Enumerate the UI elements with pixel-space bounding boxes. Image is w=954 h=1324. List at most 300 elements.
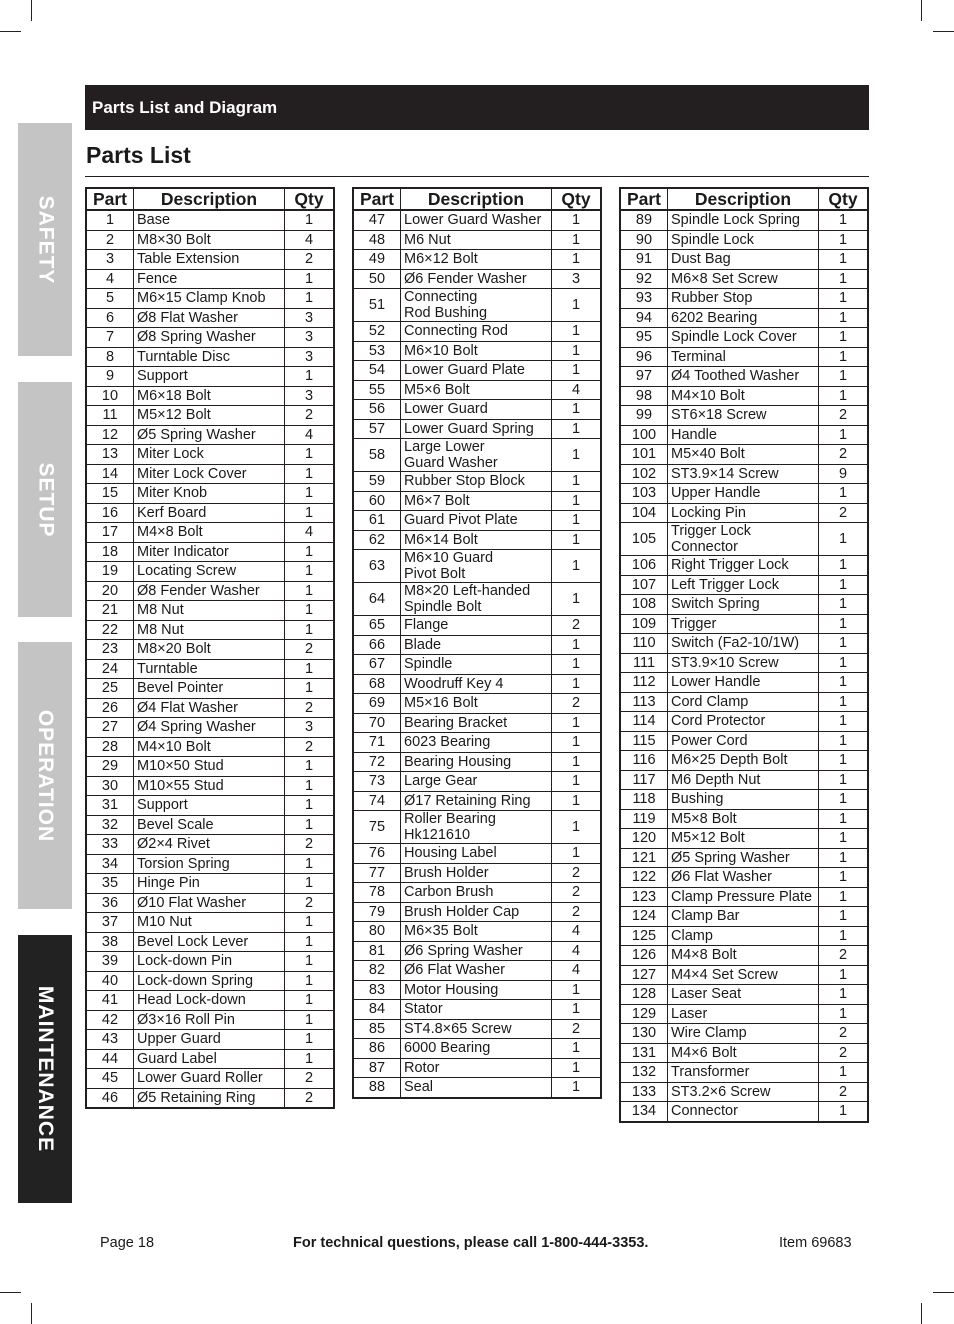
part-number-cell: 61	[353, 511, 401, 531]
description-cell: Cord Clamp	[668, 692, 819, 712]
qty-cell: 2	[552, 1019, 602, 1039]
qty-cell: 1	[819, 1063, 869, 1083]
table-row	[353, 322, 601, 342]
part-number-cell: 48	[353, 230, 401, 250]
part-number-cell: 49	[353, 250, 401, 270]
table-row	[86, 367, 334, 387]
table-row	[353, 491, 601, 511]
part-number-cell: 133	[620, 1082, 668, 1102]
table-row	[620, 653, 868, 673]
description-cell: Ø17 Retaining Ring	[401, 791, 552, 811]
part-number-cell: 99	[620, 406, 668, 426]
parts-table-2	[352, 187, 602, 1099]
table-row	[620, 946, 868, 966]
qty-cell: 1	[552, 511, 602, 531]
table-row	[620, 386, 868, 406]
part-number-cell: 23	[86, 640, 134, 660]
column-header-description: Description	[401, 188, 552, 210]
description-cell: M5×16 Bolt	[401, 694, 552, 714]
part-number-cell: 89	[620, 210, 668, 230]
qty-cell: 1	[819, 523, 869, 556]
crop-mark	[31, 1303, 32, 1324]
table-row	[620, 230, 868, 250]
description-cell: Lock-down Pin	[134, 952, 285, 972]
part-number-cell: 37	[86, 913, 134, 933]
qty-cell: 1	[552, 674, 602, 694]
table-row	[86, 952, 334, 972]
table-row	[353, 941, 601, 961]
table-row	[620, 790, 868, 810]
qty-cell: 1	[285, 464, 335, 484]
table-row	[353, 1019, 601, 1039]
part-number-cell: 33	[86, 835, 134, 855]
side-tab-operation[interactable]	[18, 642, 72, 909]
description-cell: Lower Guard Washer	[401, 210, 552, 230]
description-cell: Miter Knob	[134, 484, 285, 504]
table-row	[620, 406, 868, 426]
table-row	[353, 530, 601, 550]
part-number-cell: 117	[620, 770, 668, 790]
side-tab-setup[interactable]	[18, 382, 72, 617]
qty-cell: 1	[285, 952, 335, 972]
part-number-cell: 50	[353, 269, 401, 289]
description-cell: Trigger	[668, 614, 819, 634]
table-row	[353, 694, 601, 714]
table-row	[620, 484, 868, 504]
part-number-cell: 98	[620, 386, 668, 406]
table-row	[86, 932, 334, 952]
qty-cell: 1	[819, 985, 869, 1005]
table-row	[353, 511, 601, 531]
table-row	[620, 503, 868, 523]
qty-cell: 1	[819, 289, 869, 309]
qty-cell: 1	[819, 770, 869, 790]
description-cell: Woodruff Key 4	[401, 674, 552, 694]
part-number-cell: 112	[620, 673, 668, 693]
qty-cell: 1	[285, 367, 335, 387]
qty-cell: 1	[552, 655, 602, 675]
table-row	[620, 575, 868, 595]
crop-mark	[933, 31, 954, 32]
table-row	[86, 679, 334, 699]
table-row	[353, 883, 601, 903]
table-row	[620, 1102, 868, 1122]
qty-cell: 2	[285, 640, 335, 660]
description-cell: Carbon Brush	[401, 883, 552, 903]
table-row	[86, 230, 334, 250]
table-row	[620, 210, 868, 230]
part-number-cell: 46	[86, 1088, 134, 1108]
description-cell: Lower Guard Plate	[401, 361, 552, 381]
qty-cell: 1	[819, 965, 869, 985]
qty-cell: 2	[819, 406, 869, 426]
table-header-row	[86, 188, 334, 210]
qty-cell: 1	[552, 419, 602, 439]
qty-cell: 1	[552, 210, 602, 230]
description-cell: Kerf Board	[134, 503, 285, 523]
description-cell: Fence	[134, 269, 285, 289]
description-cell: Ø5 Spring Washer	[134, 425, 285, 445]
description-cell: 6023 Bearing	[401, 733, 552, 753]
part-number-cell: 122	[620, 868, 668, 888]
description-cell: M4×6 Bolt	[668, 1043, 819, 1063]
qty-cell: 1	[285, 1030, 335, 1050]
table-row	[620, 848, 868, 868]
table-header-row	[620, 188, 868, 210]
part-number-cell: 120	[620, 829, 668, 849]
table-row	[86, 659, 334, 679]
qty-cell: 2	[819, 1043, 869, 1063]
qty-cell: 1	[285, 445, 335, 465]
qty-cell: 1	[552, 1039, 602, 1059]
table-row	[353, 380, 601, 400]
qty-cell: 1	[819, 751, 869, 771]
qty-cell: 1	[819, 367, 869, 387]
table-row	[86, 250, 334, 270]
table-row	[620, 634, 868, 654]
description-cell: M5×6 Bolt	[401, 380, 552, 400]
description-cell: Bearing Bracket	[401, 713, 552, 733]
table-row	[86, 484, 334, 504]
description-cell: Guard Pivot Plate	[401, 511, 552, 531]
part-number-cell: 28	[86, 737, 134, 757]
qty-cell: 4	[552, 922, 602, 942]
table-row	[353, 550, 601, 583]
table-row	[620, 887, 868, 907]
part-number-cell: 59	[353, 472, 401, 492]
description-cell: M6×35 Bolt	[401, 922, 552, 942]
part-number-cell: 57	[353, 419, 401, 439]
table-row	[353, 616, 601, 636]
table-row	[620, 809, 868, 829]
description-cell: Miter Lock Cover	[134, 464, 285, 484]
description-cell: Ø4 Flat Washer	[134, 698, 285, 718]
qty-cell: 1	[285, 1049, 335, 1069]
part-number-cell: 100	[620, 425, 668, 445]
description-cell: Support	[134, 367, 285, 387]
description-cell: Ø5 Retaining Ring	[134, 1088, 285, 1108]
part-number-cell: 67	[353, 655, 401, 675]
table-row	[353, 635, 601, 655]
part-number-cell: 126	[620, 946, 668, 966]
table-row	[86, 757, 334, 777]
part-number-cell: 14	[86, 464, 134, 484]
side-tab-maintenance[interactable]	[18, 935, 72, 1203]
description-cell: Brush Holder Cap	[401, 902, 552, 922]
description-cell: Rubber Stop Block	[401, 472, 552, 492]
qty-cell: 4	[285, 230, 335, 250]
qty-cell: 2	[819, 503, 869, 523]
qty-cell: 1	[552, 472, 602, 492]
side-tab-label: SETUP	[34, 461, 58, 538]
description-cell: M5×40 Bolt	[668, 445, 819, 465]
description-cell: Bevel Pointer	[134, 679, 285, 699]
table-row	[620, 347, 868, 367]
table-row	[620, 1004, 868, 1024]
part-number-cell: 115	[620, 731, 668, 751]
table-row	[620, 692, 868, 712]
description-cell: Ø8 Spring Washer	[134, 328, 285, 348]
qty-cell: 1	[552, 1000, 602, 1020]
part-number-cell: 55	[353, 380, 401, 400]
qty-cell: 1	[285, 210, 335, 230]
qty-cell: 2	[285, 406, 335, 426]
description-cell: Connecting Rod Bushing	[401, 289, 552, 322]
side-tab-label: MAINTENANCE	[34, 985, 58, 1153]
part-number-cell: 65	[353, 616, 401, 636]
description-cell: Connector	[668, 1102, 819, 1122]
description-cell: Upper Handle	[668, 484, 819, 504]
table-row	[86, 328, 334, 348]
description-cell: M8×20 Bolt	[134, 640, 285, 660]
table-row	[86, 835, 334, 855]
qty-cell: 1	[552, 439, 602, 472]
qty-cell: 1	[819, 328, 869, 348]
qty-cell: 1	[552, 713, 602, 733]
description-cell: Miter Lock	[134, 445, 285, 465]
part-number-cell: 79	[353, 902, 401, 922]
table-row	[620, 751, 868, 771]
description-cell: M4×8 Bolt	[134, 523, 285, 543]
part-number-cell: 90	[620, 230, 668, 250]
part-number-cell: 24	[86, 659, 134, 679]
part-number-cell: 66	[353, 635, 401, 655]
part-number-cell: 62	[353, 530, 401, 550]
table-row	[86, 269, 334, 289]
description-cell: Clamp	[668, 926, 819, 946]
qty-cell: 3	[285, 718, 335, 738]
description-cell: Connecting Rod	[401, 322, 552, 342]
crop-mark	[31, 0, 32, 21]
table-row	[86, 523, 334, 543]
description-cell: Stator	[401, 1000, 552, 1020]
qty-cell: 1	[552, 230, 602, 250]
part-number-cell: 72	[353, 752, 401, 772]
qty-cell: 1	[819, 1004, 869, 1024]
qty-cell: 1	[552, 1078, 602, 1098]
part-number-cell: 68	[353, 674, 401, 694]
qty-cell: 1	[552, 733, 602, 753]
crop-mark	[933, 1292, 954, 1293]
qty-cell: 1	[819, 887, 869, 907]
table-row	[86, 893, 334, 913]
description-cell: M8×30 Bolt	[134, 230, 285, 250]
crop-mark	[921, 1303, 922, 1324]
description-cell: Torsion Spring	[134, 854, 285, 874]
description-cell: M8 Nut	[134, 601, 285, 621]
part-number-cell: 106	[620, 556, 668, 576]
table-row	[620, 250, 868, 270]
qty-cell: 4	[552, 961, 602, 981]
qty-cell: 1	[552, 289, 602, 322]
qty-cell: 1	[819, 425, 869, 445]
qty-cell: 1	[819, 634, 869, 654]
part-number-cell: 102	[620, 464, 668, 484]
qty-cell: 1	[285, 581, 335, 601]
part-number-cell: 82	[353, 961, 401, 981]
qty-cell: 2	[285, 1088, 335, 1108]
part-number-cell: 10	[86, 386, 134, 406]
description-cell: Brush Holder	[401, 863, 552, 883]
table-header-row	[353, 188, 601, 210]
description-cell: Locating Screw	[134, 562, 285, 582]
description-cell: M6×14 Bolt	[401, 530, 552, 550]
table-row	[353, 1000, 601, 1020]
qty-cell: 1	[552, 752, 602, 772]
description-cell: M6×15 Clamp Knob	[134, 289, 285, 309]
part-number-cell: 85	[353, 1019, 401, 1039]
qty-cell: 2	[819, 1024, 869, 1044]
table-row	[86, 601, 334, 621]
table-row	[620, 1024, 868, 1044]
part-number-cell: 108	[620, 595, 668, 615]
table-row	[620, 907, 868, 927]
qty-cell: 2	[285, 250, 335, 270]
part-number-cell: 130	[620, 1024, 668, 1044]
qty-cell: 1	[819, 692, 869, 712]
table-row	[620, 556, 868, 576]
part-number-cell: 86	[353, 1039, 401, 1059]
qty-cell: 1	[552, 772, 602, 792]
table-row	[86, 445, 334, 465]
description-cell: Miter Indicator	[134, 542, 285, 562]
qty-cell: 2	[285, 698, 335, 718]
part-number-cell: 15	[86, 484, 134, 504]
part-number-cell: 30	[86, 776, 134, 796]
part-number-cell: 1	[86, 210, 134, 230]
table-row	[620, 1063, 868, 1083]
description-cell: Power Cord	[668, 731, 819, 751]
column-header-description: Description	[134, 188, 285, 210]
qty-cell: 1	[285, 757, 335, 777]
table-row	[353, 472, 601, 492]
part-number-cell: 84	[353, 1000, 401, 1020]
qty-cell: 1	[552, 635, 602, 655]
table-row	[620, 985, 868, 1005]
description-cell: ST3.2×6 Screw	[668, 1082, 819, 1102]
table-row	[86, 1030, 334, 1050]
qty-cell: 1	[285, 796, 335, 816]
description-cell: Left Trigger Lock	[668, 575, 819, 595]
section-header-bar	[85, 85, 869, 130]
part-number-cell: 76	[353, 844, 401, 864]
part-number-cell: 94	[620, 308, 668, 328]
qty-cell: 1	[552, 250, 602, 270]
table-row	[353, 250, 601, 270]
part-number-cell: 113	[620, 692, 668, 712]
table-row	[86, 289, 334, 309]
table-row	[86, 1010, 334, 1030]
table-row	[353, 210, 601, 230]
part-number-cell: 97	[620, 367, 668, 387]
description-cell: Support	[134, 796, 285, 816]
description-cell: Ø6 Fender Washer	[401, 269, 552, 289]
description-cell: Clamp Bar	[668, 907, 819, 927]
description-cell: M6 Nut	[401, 230, 552, 250]
table-row	[353, 269, 601, 289]
part-number-cell: 53	[353, 341, 401, 361]
part-number-cell: 77	[353, 863, 401, 883]
part-number-cell: 60	[353, 491, 401, 511]
table-row	[620, 926, 868, 946]
table-row	[620, 1043, 868, 1063]
qty-cell: 2	[552, 883, 602, 903]
side-tab-safety[interactable]	[18, 123, 72, 356]
part-number-cell: 118	[620, 790, 668, 810]
qty-cell: 1	[819, 556, 869, 576]
description-cell: Housing Label	[401, 844, 552, 864]
description-cell: Ø10 Flat Washer	[134, 893, 285, 913]
description-cell: ST4.8×65 Screw	[401, 1019, 552, 1039]
section-title: Parts List and Diagram	[92, 98, 278, 117]
qty-cell: 9	[819, 464, 869, 484]
part-number-cell: 9	[86, 367, 134, 387]
part-number-cell: 129	[620, 1004, 668, 1024]
description-cell: Laser	[668, 1004, 819, 1024]
description-cell: Spindle Lock Cover	[668, 328, 819, 348]
table-row	[620, 308, 868, 328]
qty-cell: 1	[819, 1102, 869, 1122]
part-number-cell: 88	[353, 1078, 401, 1098]
description-cell: Ø6 Flat Washer	[668, 868, 819, 888]
description-cell: Rubber Stop	[668, 289, 819, 309]
qty-cell: 1	[819, 731, 869, 751]
table-row	[353, 1058, 601, 1078]
qty-cell: 1	[285, 659, 335, 679]
table-row	[353, 733, 601, 753]
qty-cell: 1	[819, 308, 869, 328]
description-cell: Bearing Housing	[401, 752, 552, 772]
parts-table-3	[619, 187, 869, 1123]
qty-cell: 1	[552, 811, 602, 844]
description-cell: M4×8 Bolt	[668, 946, 819, 966]
description-cell: Ø8 Fender Washer	[134, 581, 285, 601]
table-row	[353, 655, 601, 675]
table-row	[620, 595, 868, 615]
description-cell: M6×10 Guard Pivot Bolt	[401, 550, 552, 583]
table-row	[620, 673, 868, 693]
description-cell: Wire Clamp	[668, 1024, 819, 1044]
qty-cell: 4	[285, 425, 335, 445]
description-cell: Bushing	[668, 790, 819, 810]
qty-cell: 1	[552, 341, 602, 361]
part-number-cell: 36	[86, 893, 134, 913]
part-number-cell: 27	[86, 718, 134, 738]
table-row	[353, 713, 601, 733]
description-cell: Ø4 Toothed Washer	[668, 367, 819, 387]
part-number-cell: 7	[86, 328, 134, 348]
part-number-cell: 40	[86, 971, 134, 991]
part-number-cell: 3	[86, 250, 134, 270]
table-row	[86, 464, 334, 484]
part-number-cell: 31	[86, 796, 134, 816]
column-header-qty: Qty	[285, 188, 335, 210]
qty-cell: 1	[285, 1010, 335, 1030]
qty-cell: 1	[819, 386, 869, 406]
description-cell: Ø6 Flat Washer	[401, 961, 552, 981]
part-number-cell: 69	[353, 694, 401, 714]
table-row	[86, 854, 334, 874]
part-number-cell: 21	[86, 601, 134, 621]
description-cell: Lower Guard Spring	[401, 419, 552, 439]
description-cell: M6×7 Bolt	[401, 491, 552, 511]
part-number-cell: 73	[353, 772, 401, 792]
table-row	[353, 674, 601, 694]
description-cell: Turntable Disc	[134, 347, 285, 367]
part-number-cell: 116	[620, 751, 668, 771]
part-number-cell: 78	[353, 883, 401, 903]
description-cell: Spindle Lock	[668, 230, 819, 250]
